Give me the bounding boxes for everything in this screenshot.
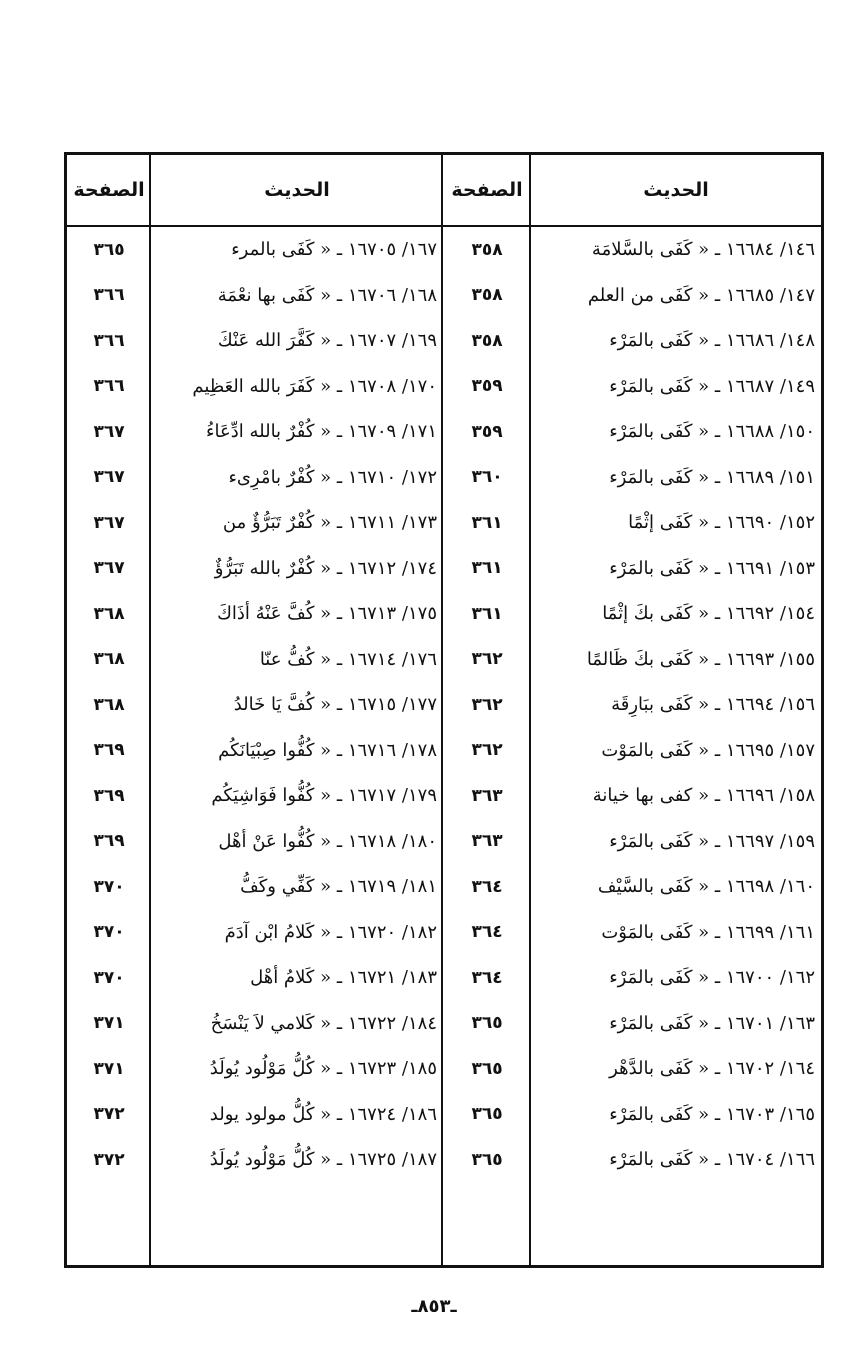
hadith-entry-left: ١٨٧/ ١٦٧٢٥ ـ « كُلُّ مَوْلُود يُولَدُ [209,1149,437,1171]
table-row [67,1001,821,1047]
page-ref-left: ٣٦٦ [93,330,125,351]
table-row [67,728,821,774]
hadith-entry-left: ١٦٨/ ١٦٧٠٦ ـ « كَفَى بها نعْمَة [217,284,437,306]
header-page-right: الصفحة [451,179,523,201]
hadith-entry-right: ١٥٩/ ١٦٦٩٧ ـ « كَفَى بالمَرْء [609,830,815,852]
page-ref-right: ٣٦٤ [471,876,503,897]
hadith-entry-right: ١٥٧/ ١٦٦٩٥ ـ « كَفَى بالمَوْت [601,739,815,761]
hadith-entry-right: ١٦٢/ ١٦٧٠٠ ـ « كَفَى بالمَرْء [609,967,815,989]
page-ref-left: ٣٦٧ [93,558,125,579]
page-ref-right: ٣٦١ [471,512,503,533]
table-row [67,819,821,865]
page-ref-left: ٣٧٠ [93,967,125,988]
hadith-entry-left: ١٨٣/ ١٦٧٢١ ـ « كَلامُ أهْل [250,967,437,989]
page-ref-left: ٣٦٧ [93,421,125,442]
page-ref-right: ٣٥٩ [471,421,503,442]
hadith-entry-right: ١٥٨/ ١٦٦٩٦ ـ « كفى بها خيانة [592,785,815,807]
hadith-entry-left: ١٨٦/ ١٦٧٢٤ ـ « كُلُّ مولود يولد [209,1103,437,1125]
table-row [67,910,821,956]
hadith-entry-right: ١٦٤/ ١٦٧٠٢ ـ « كَفَى بالدَّهْر [609,1058,815,1080]
page-ref-left: ٣٦٦ [93,285,125,306]
page-ref-right: ٣٦٥ [471,1104,503,1125]
hadith-entry-left: ١٧٣/ ١٦٧١١ ـ « كُفْرٌ تَبَرُّؤٌ من [222,512,437,534]
table-row [67,409,821,455]
page-ref-left: ٣٦٨ [93,649,125,670]
hadith-entry-left: ١٦٧/ ١٦٧٠٥ ـ « كَفَى بالمرء [231,239,437,261]
page-ref-left: ٣٦٨ [93,694,125,715]
page-ref-right: ٣٦٣ [471,785,503,806]
page-number: ـ٨٥٣ـ [411,1296,457,1317]
table-body [67,227,821,1183]
table-row [67,364,821,410]
hadith-entry-left: ١٨١/ ١٦٧١٩ ـ « كَفِّي وكَفُّ [240,876,437,898]
table-row [67,455,821,501]
page-ref-right: ٣٥٩ [471,376,503,397]
hadith-entry-right: ١٦٣/ ١٦٧٠١ ـ « كَفَى بالمَرْء [609,1012,815,1034]
hadith-entry-left: ١٧٠/ ١٦٧٠٨ ـ « كَفَرَ بالله العَظِيم [192,375,437,397]
page-ref-right: ٣٦٢ [471,694,503,715]
hadith-entry-left: ١٨٥/ ١٦٧٢٣ ـ « كُلُّ مَوْلُود يُولَدُ [209,1058,437,1080]
hadith-entry-left: ١٧٩/ ١٦٧١٧ ـ « كُفُّوا فَوَاشِيَكُم [211,785,437,807]
page-ref-left: ٣٧٠ [93,876,125,897]
table-row [67,682,821,728]
table-row [67,591,821,637]
table-row [67,773,821,819]
hadith-entry-left: ١٧١/ ١٦٧٠٩ ـ « كُفْرٌ بالله ادِّعَاءُ [206,421,437,443]
page-ref-left: ٣٦٩ [93,740,125,761]
hadith-entry-right: ١٥٤/ ١٦٦٩٢ ـ « كَفَى بكَ إثْمًا [602,603,815,625]
page-ref-left: ٣٦٦ [93,376,125,397]
hadith-entry-left: ١٧٧/ ١٦٧١٥ ـ « كُفَّ يَا خَالدُ [233,694,437,716]
page-ref-right: ٣٦١ [471,558,503,579]
hadith-entry-right: ١٥٢/ ١٦٦٩٠ ـ « كَفَى إثْمًا [628,512,815,534]
hadith-entry-left: ١٧٥/ ١٦٧١٣ ـ « كُفَّ عَنْهُ أذَاكَ [217,603,437,625]
hadith-entry-left: ١٧٢/ ١٦٧١٠ ـ « كُفْرٌ بامْرِىء [228,466,437,488]
table-row [67,864,821,910]
page-ref-right: ٣٦٠ [471,467,503,488]
header-hadith-right: الحديث [643,179,709,201]
page-ref-left: ٣٦٧ [93,467,125,488]
table-row [67,1137,821,1183]
table-row [67,955,821,1001]
page-ref-right: ٣٦١ [471,603,503,624]
page-ref-left: ٣٦٨ [93,603,125,624]
table-row [67,500,821,546]
hadith-entry-right: ١٤٧/ ١٦٦٨٥ ـ « كَفَى من العلم [587,284,815,306]
page-ref-left: ٣٦٩ [93,831,125,852]
table-row [67,273,821,319]
page-ref-right: ٣٥٨ [471,239,503,260]
hadith-entry-left: ١٨٢/ ١٦٧٢٠ ـ « كَلامُ ابْن آدَمَ [224,921,437,943]
page-ref-right: ٣٦٤ [471,967,503,988]
page-ref-left: ٣٧١ [93,1058,125,1079]
table-header [67,155,821,227]
hadith-entry-right: ١٦٦/ ١٦٧٠٤ ـ « كَفَى بالمَرْء [609,1149,815,1171]
page-ref-right: ٣٦٤ [471,922,503,943]
header-hadith-left: الحديث [264,179,330,201]
hadith-entry-right: ١٥٥/ ١٦٦٩٣ ـ « كَفَى بكَ ظَالمًا [586,648,815,670]
page-ref-right: ٣٦٥ [471,1013,503,1034]
header-page-left: الصفحة [73,179,145,201]
hadith-entry-right: ١٤٩/ ١٦٦٨٧ ـ « كَفَى بالمَرْء [609,375,815,397]
page-ref-right: ٣٥٨ [471,285,503,306]
hadith-entry-left: ١٨٤/ ١٦٧٢٢ ـ « كَلامي لاَ يَنْسَخُ [210,1012,437,1034]
page-ref-right: ٣٥٨ [471,330,503,351]
table-row [67,1092,821,1138]
hadith-entry-right: ١٦٠/ ١٦٦٩٨ ـ « كَفَى بالسَّيْف [597,876,815,898]
page-ref-left: ٣٧٢ [93,1104,125,1125]
hadith-entry-right: ١٥٣/ ١٦٦٩١ ـ « كَفَى بالمَرْء [609,557,815,579]
hadith-entry-right: ١٥٠/ ١٦٦٨٨ ـ « كَفَى بالمَرْء [609,421,815,443]
page-ref-left: ٣٦٧ [93,512,125,533]
table-row [67,637,821,683]
hadith-entry-right: ١٦٥/ ١٦٧٠٣ ـ « كَفَى بالمَرْء [609,1103,815,1125]
page-ref-right: ٣٦٣ [471,831,503,852]
hadith-entry-right: ١٥٦/ ١٦٦٩٤ ـ « كَفَى ببَارِقَة [611,694,815,716]
hadith-entry-left: ١٧٨/ ١٦٧١٦ ـ « كُفُّوا صِبْيَانَكُم [218,739,437,761]
page-ref-right: ٣٦٥ [471,1058,503,1079]
hadith-entry-left: ١٧٦/ ١٦٧١٤ ـ « كُفُّ عنّا [259,648,437,670]
page-ref-left: ٣٧٠ [93,922,125,943]
hadith-entry-right: ١٤٨/ ١٦٦٨٦ ـ « كَفَى بالمَرْء [609,330,815,352]
page-ref-right: ٣٦٥ [471,1149,503,1170]
hadith-entry-left: ١٨٠/ ١٦٧١٨ ـ « كُفُّوا عَنْ أهْل [218,830,437,852]
hadith-entry-right: ١٥١/ ١٦٦٨٩ ـ « كَفَى بالمَرْء [609,466,815,488]
hadith-entry-right: ١٦١/ ١٦٦٩٩ ـ « كَفَى بالمَوْت [601,921,815,943]
page-ref-right: ٣٦٢ [471,649,503,670]
page-ref-left: ٣٧٢ [93,1149,125,1170]
table-row [67,227,821,273]
table-row [67,1046,821,1092]
hadith-entry-left: ١٧٤/ ١٦٧١٢ ـ « كُفْرٌ بالله تَبَرُّؤٌ [214,557,437,579]
page-ref-right: ٣٦٢ [471,740,503,761]
hadith-entry-right: ١٤٦/ ١٦٦٨٤ ـ « كَفَى بالسَّلامَة [591,239,815,261]
hadith-entry-left: ١٦٩/ ١٦٧٠٧ ـ « كَفَّرَ الله عَنْكَ [217,330,437,352]
page-ref-left: ٣٦٩ [93,785,125,806]
table-row [67,318,821,364]
page-ref-left: ٣٧١ [93,1013,125,1034]
hadith-index-table [64,152,824,1268]
page-ref-left: ٣٦٥ [93,239,125,260]
table-row [67,546,821,592]
